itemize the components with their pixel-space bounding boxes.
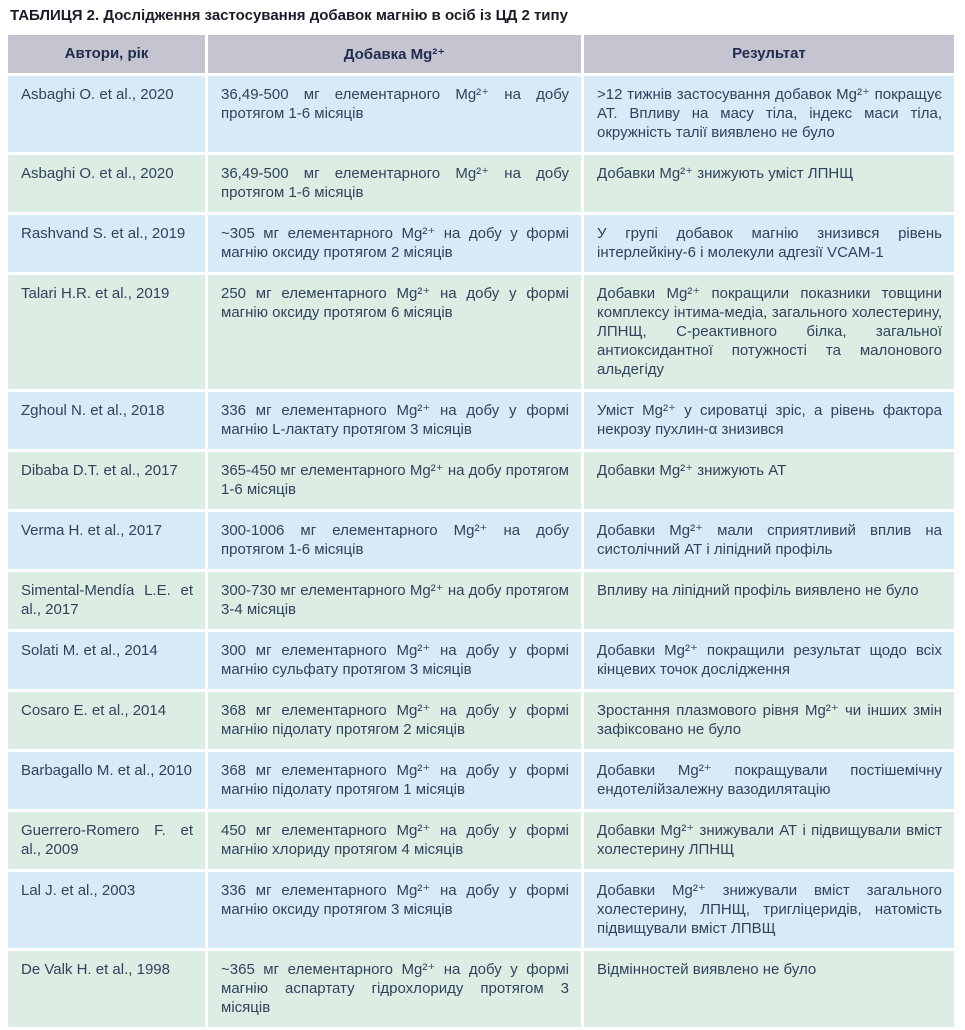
supplement-cell: 300-730 мг елементарного Mg²⁺ на добу протягом 3-4 місяців xyxy=(208,572,581,629)
table-row xyxy=(8,692,954,749)
authors-cell: Cosaro E. et al., 2014 xyxy=(8,692,205,749)
authors-cell: Simental-Mendía L.E. et al., 2017 xyxy=(8,572,205,629)
result-cell: У групі добавок магнію знизився рівень інтерлейкіну-6 і молекули адгезії VCAM-1 xyxy=(584,215,954,272)
table-row xyxy=(8,812,954,869)
supplement-cell: ~305 мг елементарного Mg²⁺ на добу у формі магнію оксиду протягом 2 місяців xyxy=(208,215,581,272)
supplement-cell: ~365 мг елементарного Mg²⁺ на добу у формі магнію аспартату гідрохлориду протягом 3 місяців xyxy=(208,951,581,1027)
supplement-cell: 365-450 мг елементарного Mg²⁺ на добу протягом 1-6 місяців xyxy=(208,452,581,509)
result-cell: Уміст Mg²⁺ у сироватці зріс, а рівень фактора некрозу пухлин-α знизився xyxy=(584,392,954,449)
col-header-supplement: Добавка Mg²⁺ xyxy=(208,35,581,73)
result-cell: Добавки Mg²⁺ мали сприятливий вплив на систолічний АТ і ліпідний профіль xyxy=(584,512,954,569)
result-cell: Зростання плазмового рівня Mg²⁺ чи інших змін зафіксовано не було xyxy=(584,692,954,749)
authors-cell: Dibaba D.T. et al., 2017 xyxy=(8,452,205,509)
supplement-cell: 336 мг елементарного Mg²⁺ на добу у формі магнію оксиду протягом 3 місяців xyxy=(208,872,581,948)
result-cell: Добавки Mg²⁺ знижували АТ і підвищували вміст холестерину ЛПНЩ xyxy=(584,812,954,869)
result-cell: Відмінностей виявлено не було xyxy=(584,951,954,1027)
table-row xyxy=(8,215,954,272)
table-row xyxy=(8,752,954,809)
table-row xyxy=(8,572,954,629)
authors-cell: Talari H.R. et al., 2019 xyxy=(8,275,205,389)
table-row xyxy=(8,632,954,689)
authors-cell: Asbaghi O. et al., 2020 xyxy=(8,155,205,212)
table-row xyxy=(8,275,954,389)
table-title: ТАБЛИЦЯ 2. Дослідження застосування добавок магнію в осіб із ЦД 2 типу xyxy=(10,7,568,24)
table-row xyxy=(8,951,954,1027)
authors-cell: Barbagallo M. et al., 2010 xyxy=(8,752,205,809)
result-cell: Добавки Mg²⁺ покращили результат щодо всіх кінцевих точок дослідження xyxy=(584,632,954,689)
table-row xyxy=(8,512,954,569)
table-row xyxy=(8,76,954,152)
table-row xyxy=(8,155,954,212)
supplement-cell: 368 мг елементарного Mg²⁺ на добу у формі магнію підолату протягом 2 місяців xyxy=(208,692,581,749)
authors-cell: Verma H. et al., 2017 xyxy=(8,512,205,569)
table-row xyxy=(8,392,954,449)
supplement-cell: 368 мг елементарного Mg²⁺ на добу у формі магнію підолату протягом 1 місяців xyxy=(208,752,581,809)
supplement-cell: 300 мг елементарного Mg²⁺ на добу у формі магнію сульфату протягом 3 місяців xyxy=(208,632,581,689)
supplement-cell: 300-1006 мг елементарного Mg²⁺ на добу протягом 1-6 місяців xyxy=(208,512,581,569)
result-cell: Добавки Mg²⁺ знижують уміст ЛПНЩ xyxy=(584,155,954,212)
authors-cell: Lal J. et al., 2003 xyxy=(8,872,205,948)
table-row xyxy=(8,452,954,509)
result-cell: Добавки Mg²⁺ покращували постішемічну ендотелійзалежну вазодилятацію xyxy=(584,752,954,809)
col-header-authors: Автори, рік xyxy=(8,35,205,73)
supplement-cell: 336 мг елементарного Mg²⁺ на добу у формі магнію L-лактату протягом 3 місяців xyxy=(208,392,581,449)
result-cell: Добавки Mg²⁺ знижували вміст загального холестерину, ЛПНЩ, тригліцеридів, натомість підвищували вміст ЛПВЩ xyxy=(584,872,954,948)
result-cell: Добавки Mg²⁺ знижують АТ xyxy=(584,452,954,509)
supplement-cell: 36,49-500 мг елементарного Mg²⁺ на добу протягом 1-6 місяців xyxy=(208,155,581,212)
authors-cell: Solati M. et al., 2014 xyxy=(8,632,205,689)
supplement-cell: 250 мг елементарного Mg²⁺ на добу у формі магнію оксиду протягом 6 місяців xyxy=(208,275,581,389)
authors-cell: Zghoul N. et al., 2018 xyxy=(8,392,205,449)
authors-cell: Rashvand S. et al., 2019 xyxy=(8,215,205,272)
authors-cell: De Valk H. et al., 1998 xyxy=(8,951,205,1027)
header-row xyxy=(8,35,954,73)
magnesium-studies-table xyxy=(5,32,957,1030)
supplement-cell: 450 мг елементарного Mg²⁺ на добу у формі магнію хлориду протягом 4 місяців xyxy=(208,812,581,869)
result-cell: >12 тижнів застосування добавок Mg²⁺ покращує АТ. Впливу на масу тіла, індекс маси тіла, окружність талії виявлено не було xyxy=(584,76,954,152)
supplement-cell: 36,49-500 мг елементарного Mg²⁺ на добу протягом 1-6 місяців xyxy=(208,76,581,152)
col-header-result: Результат xyxy=(584,35,954,73)
result-cell: Впливу на ліпідний профіль виявлено не було xyxy=(584,572,954,629)
authors-cell: Asbaghi O. et al., 2020 xyxy=(8,76,205,152)
authors-cell: Guerrero-Romero F. et al., 2009 xyxy=(8,812,205,869)
table-row xyxy=(8,872,954,948)
table-body xyxy=(8,76,954,1027)
result-cell: Добавки Mg²⁺ покращили показники товщини комплексу інтима-медіа, загального холестерину, ЛПНЩ, С-реактивного білка, загальної антиоксидантної потужності та малонового альдегіду xyxy=(584,275,954,389)
